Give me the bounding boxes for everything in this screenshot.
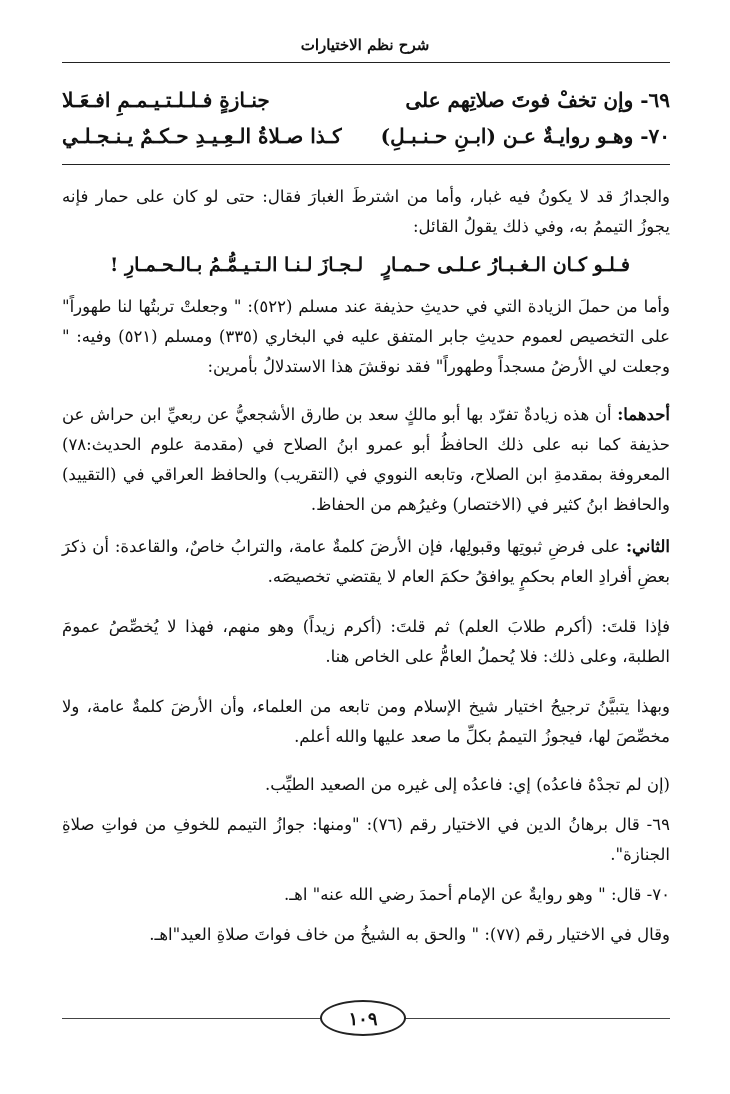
header-rule bbox=[62, 62, 670, 63]
page-number: ١٠٩ bbox=[320, 1000, 406, 1036]
verse-69 bbox=[62, 88, 670, 112]
second-point-label: الثاني: bbox=[625, 537, 670, 556]
paragraph-hudhayfa-addition: وأما من حملَ الزيادة التي في حديثِ حذيفة عند مسلم (٥٢٢): " وجعلتْ تربتُها لنا طهوراً" على التخصيص لعموم حديثِ جابر المتفق عليه في البخاري (٣٣٥) ومسلم (٥٢١) وفيه: " وجعلت لي الأرضُ مسجداً وطهوراً" فقد نوقشَ هذا الاستدلالُ بأمرين: bbox=[62, 297, 671, 376]
paragraph-note-69: ٦٩- قال برهانُ الدين في الاختيار رقم (٧٦): "ومنها: جوازُ التيمم للخوفِ من فواتِ صلاةِ الجنازة". bbox=[62, 815, 670, 864]
paragraph-conclusion: وبهذا يتبيَّنُ ترجيحُ اختيار شيخ الإسلام ومن تابعه من العلماء، وأن الأرضَ كلمةٌ عامة، ولا مخصِّصَ لها، فيجوزُ التيممُ بكلِّ ما صعد عليها والله أعلم. bbox=[62, 697, 670, 746]
quoted-verse-first-hemistich: فـلـو كـان الـغـبـارُ عـلـى حـمـارٍ bbox=[381, 254, 630, 276]
verse-69-first-hemistich: ٦٩- وإن تخفْ فوتَ صلاتِهم على bbox=[405, 88, 670, 112]
paragraph-example: فإذا قلتَ: (أكرم طلابَ العلم) ثم قلتَ: (أكرم زيداً) وهو منهم، فهذا لا يُخصِّصُ عمومَ الطلبة، وعلى ذلك: فلا يُحملُ العامُّ على الخاص هنا. bbox=[62, 617, 670, 666]
verse-69-second-hemistich: جنـازةٍ فـلـلـتـيـمـمِ افـعَـلا bbox=[62, 88, 270, 112]
paragraph-note-77: وقال في الاختيار رقم (٧٧): " والحق به الشيخُ من خاف فواتَ صلاةِ العيد"اهـ. bbox=[149, 925, 670, 944]
paragraph-wall-dust: والجدارُ قد لا يكونُ فيه غبار، وأما من اشترطَ الغبارَ فقال: حتى لو كان على حمار فإنه يجوزُ التيممُ به، وفي ذلك يقولُ القائل: bbox=[62, 187, 670, 236]
paragraph-first-point bbox=[62, 400, 670, 520]
running-header: شرح نظم الاختيارات bbox=[300, 36, 430, 54]
paragraph-note-70: ٧٠- قال: " وهو روايةٌ عن الإمام أحمدَ رضي الله عنه" اهـ. bbox=[284, 885, 670, 904]
verse-70-second-hemistich: كـذا صـلاةُ الـعِـيـدِ حـكـمٌ يـنـجـلـي bbox=[62, 124, 342, 148]
verse-70-first-hemistich: ٧٠- وهـو روايـةٌ عـن (ابـنِ حـنـبـلِ) bbox=[380, 124, 670, 148]
verses-rule bbox=[62, 164, 670, 165]
second-point-text: على فرضِ ثبوتِها وقبولِها، فإن الأرضَ كلمةٌ عامة، والترابُ خاصٌ، والقاعدة: أن ذكرَ بعضِ أفرادِ العام بحكمٍ يوافقُ حكمَ العام لا يقتضي تخصيصَه. bbox=[62, 537, 670, 586]
paragraph-second-point bbox=[62, 532, 670, 592]
first-point-text: أن هذه زيادةٌ تفرّد بها أبو مالكٍ سعد بن طارق الأشجعيُّ عن ربعيِّ ابن حراش عن حذيفة كما نبه على ذلك الحافظُ أبو عمرو ابنُ الصلاح في (مقدمة علوم الحديث:٧٨) المعروفة بمقدمةِ ابن الصلاح، وتابعه النووي في (التقريب) والحافظ العراقي في (التقييد) والحافظ ابنُ كثير في (الاختصار) وغيرُهم من الحفاظ. bbox=[62, 405, 670, 514]
quoted-verse-second-hemistich: لـجـازَ لـنـا الـتـيـمُّـمُ بـالـحـمـارِ ! bbox=[110, 254, 364, 276]
paragraph-if-not-found: (إن لم تجدْهُ فاعدُه) إي: فاعدُه إلى غيره من الصعيد الطيِّب. bbox=[265, 775, 670, 794]
verse-70 bbox=[62, 124, 670, 148]
first-point-label: أحدهما: bbox=[617, 405, 670, 424]
quoted-verse bbox=[110, 254, 630, 276]
